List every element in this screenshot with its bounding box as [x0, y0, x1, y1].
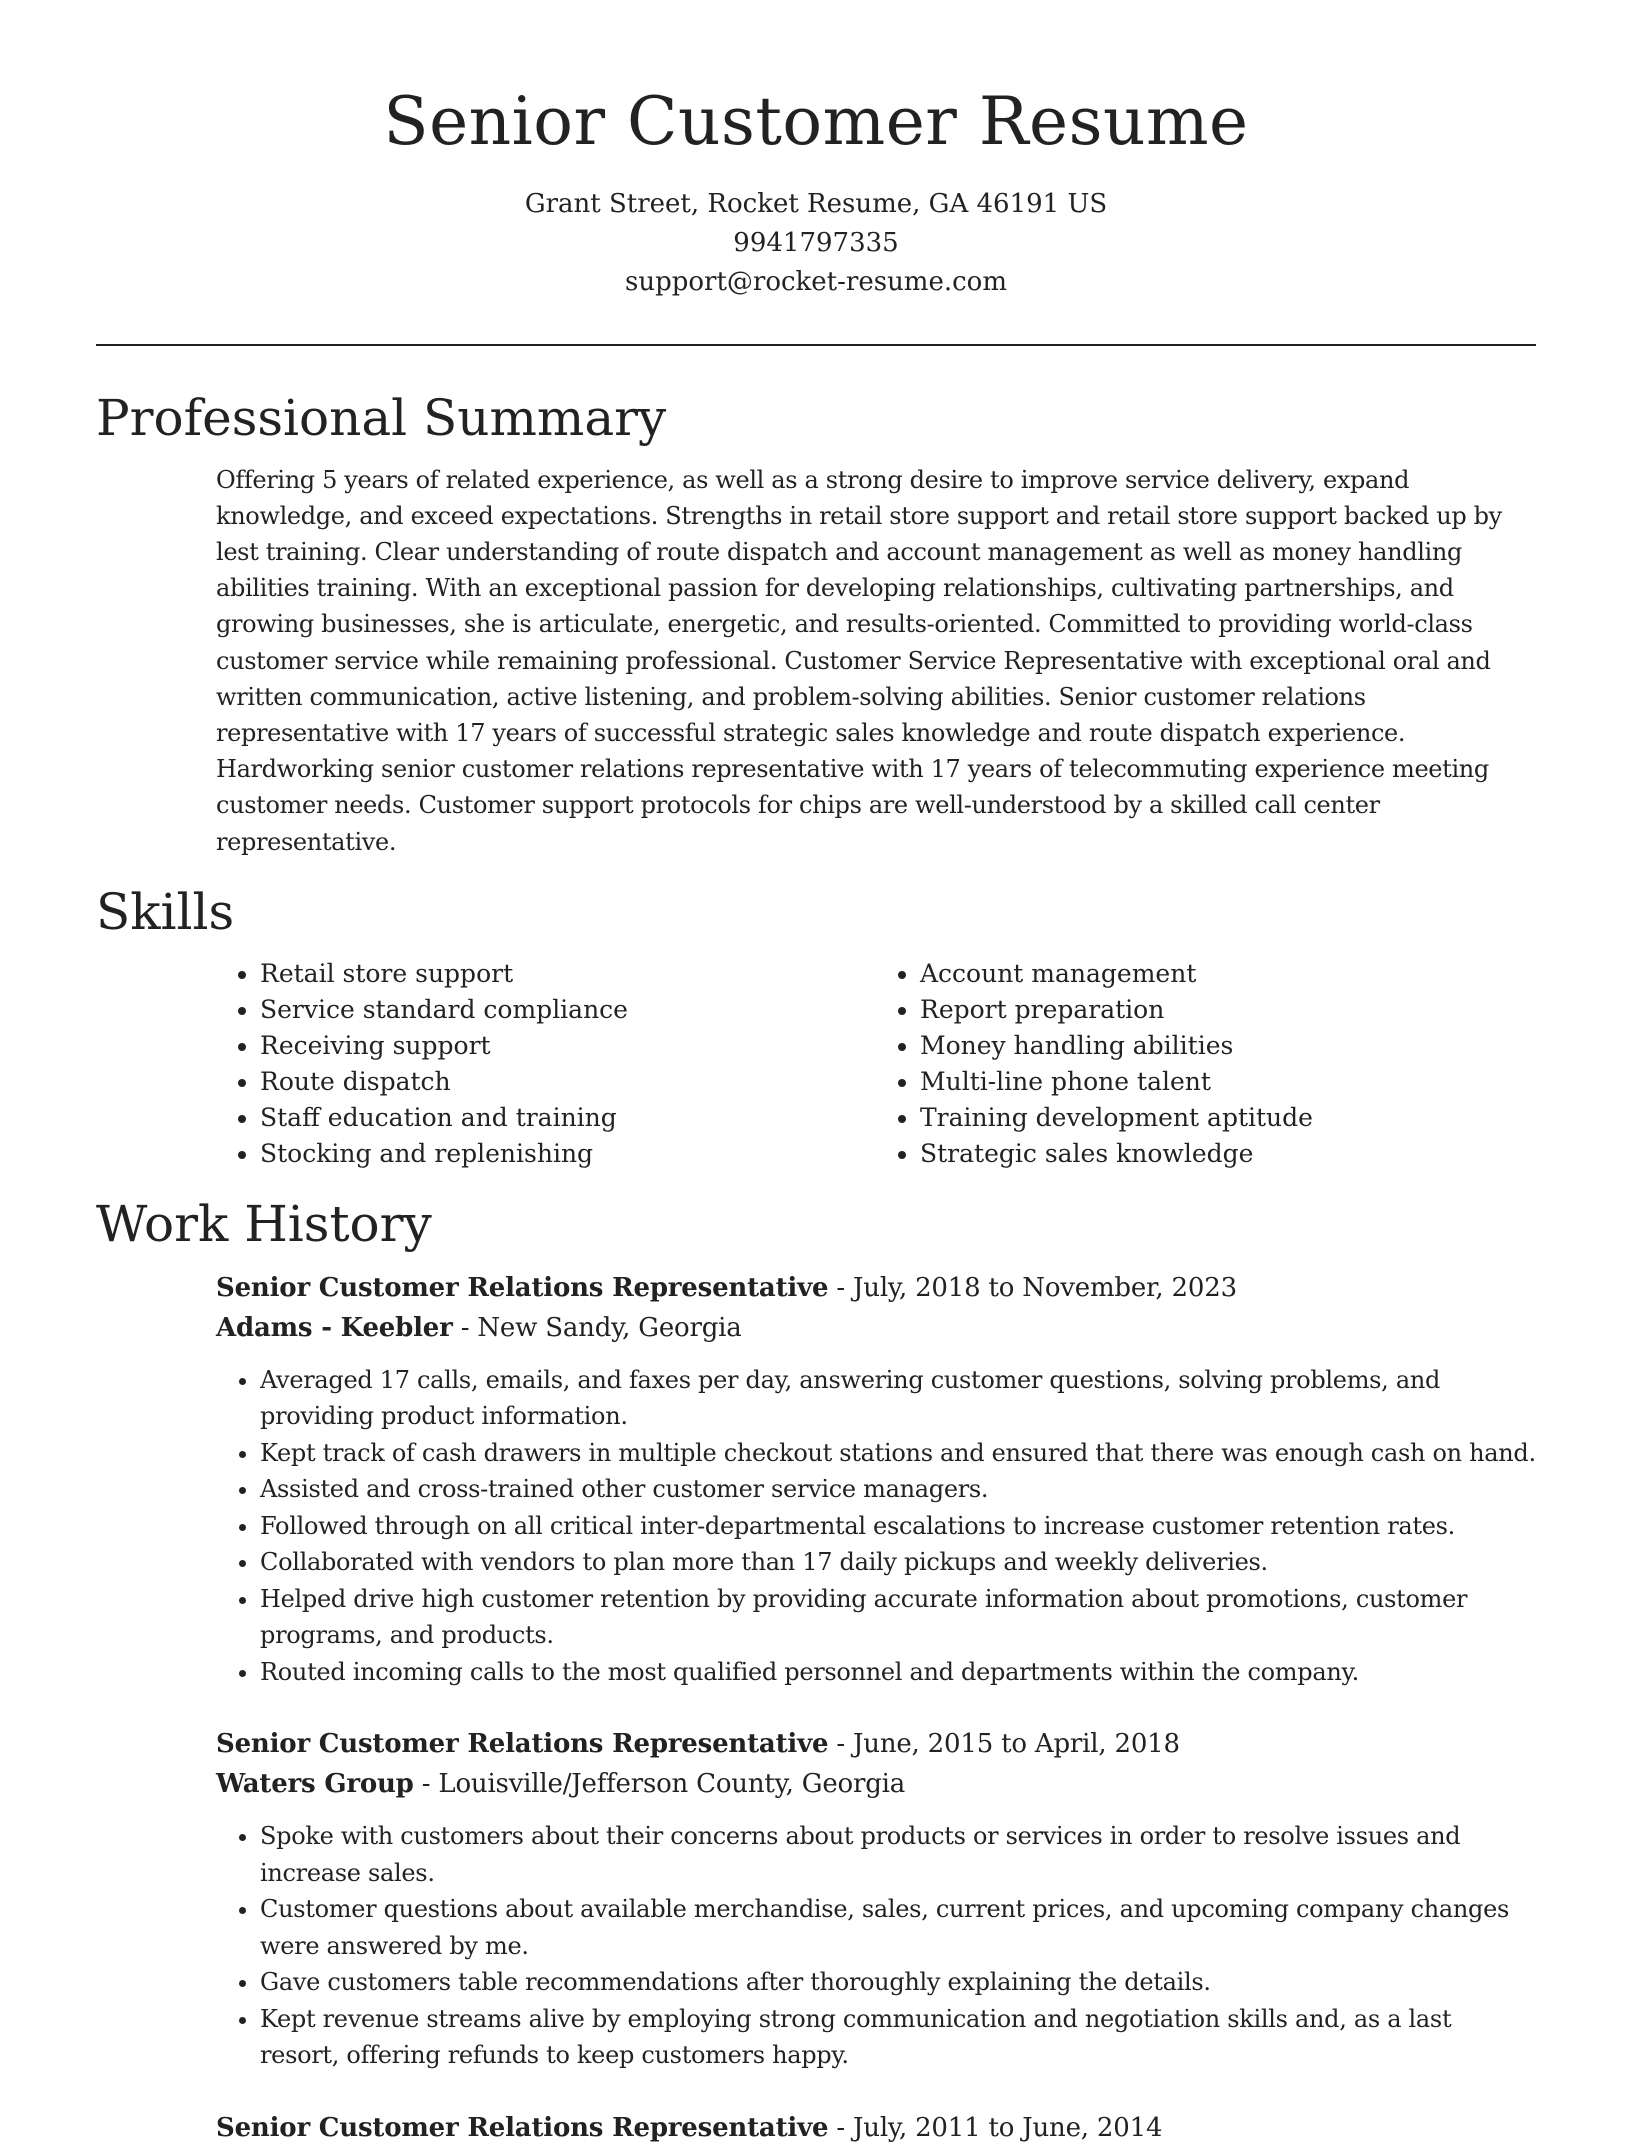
separator: - [828, 2112, 854, 2143]
skill-item: • Report preparation [920, 992, 1536, 1028]
skill-item: • Staff education and training [260, 1100, 876, 1136]
skill-item: • Route dispatch [260, 1064, 876, 1100]
separator: - [413, 1769, 439, 1800]
contact-phone: 9941797335 [733, 227, 899, 258]
skill-item: • Service standard compliance [260, 992, 876, 1028]
duty-item: • Gave customers table recommendations after thoroughly explaining the details. [260, 1964, 1536, 2001]
duty-item: • Collaborated with vendors to plan more than 17 daily pickups and weekly deliveries. [260, 1544, 1536, 1581]
skill-item: • Strategic sales knowledge [920, 1136, 1536, 1172]
duty-item: • Averaged 17 calls, emails, and faxes per day, answering customer questions, solving problems, and providing product information. [260, 1362, 1536, 1435]
job-dates: July, 2018 to November, 2023 [853, 1272, 1237, 1303]
skill-item: • Training development aptitude [920, 1100, 1536, 1136]
skill-item: • Stocking and replenishing [260, 1136, 876, 1172]
skills-heading: Skills [96, 882, 235, 941]
skills-list-right [876, 956, 1536, 1172]
summary-section [96, 388, 1536, 860]
skills-columns [216, 956, 1536, 1172]
resume-title: Senior Customer Resume [383, 83, 1249, 160]
contact-info [96, 185, 1536, 302]
duty-item: • Helped drive high customer retention by providing accurate information about promotions, customer programs, and products. [260, 1581, 1536, 1654]
job-title-line [216, 2108, 1536, 2148]
separator: - [452, 1312, 478, 1343]
duty-item: • Spoke with customers about their concerns about products or services in order to resolve issues and increase sales. [260, 1818, 1536, 1891]
job-title: Senior Customer Relations Representative [216, 1729, 829, 1760]
contact-address: Grant Street, Rocket Resume, GA 46191 US [524, 188, 1108, 219]
job-title: Senior Customer Relations Representative [216, 2112, 829, 2143]
duty-item: • Routed incoming calls to the most qualified personnel and departments within the company. [260, 1654, 1536, 1691]
job-duties [216, 1362, 1536, 1691]
job-title: Senior Customer Relations Representative [216, 1272, 829, 1303]
contact-email: support@rocket-resume.com [624, 266, 1007, 297]
duty-item: • Kept track of cash drawers in multiple checkout stations and ensured that there was enough cash on hand. [260, 1435, 1536, 1472]
skills-list-left [216, 956, 876, 1172]
job-company-line [216, 1764, 1536, 1804]
work-history-heading: Work History [96, 1194, 432, 1253]
summary-text: Offering 5 years of related experience, as well as a strong desire to improve service delivery, expand knowledge, and exceed expectations. Strengths in retail store support and retail store support backed up by lest training. Clear understanding of route dispatch and account management as well as money handling abilities training. With an exceptional passion for developing relationships, cultivating partnerships, and growing businesses, she is articulate, energetic, and results-oriented. Committed to providing world-class customer service while remaining professional. Customer Service Representative with exceptional oral and written communication, active listening, and problem-solving abilities. Senior customer relations representative with 17 years of successful strategic sales knowledge and route dispatch experience. Hardworking senior customer relations representative with 17 years of telecommuting experience meeting customer needs. Customer support protocols for chips are well-understood by a skilled call center representative. [216, 465, 1502, 856]
work-history-section [96, 1194, 1536, 2148]
job-dates: July, 2011 to June, 2014 [853, 2112, 1163, 2143]
job-title-line [216, 1268, 1536, 1308]
summary-heading: Professional Summary [96, 388, 667, 447]
job-entry [216, 1268, 1536, 1691]
job-dates: June, 2015 to April, 2018 [853, 1729, 1180, 1760]
skills-section [96, 882, 1536, 1172]
header-divider [96, 344, 1536, 346]
duty-item: • Kept revenue streams alive by employing strong communication and negotiation skills and, as a last resort, offering refunds to keep customers happy. [260, 2001, 1536, 2074]
skill-item: • Money handling abilities [920, 1028, 1536, 1064]
job-title-line [216, 1724, 1536, 1764]
separator: - [828, 1272, 854, 1303]
job-entry [216, 2108, 1536, 2148]
separator: - [828, 1729, 854, 1760]
skill-item: • Retail store support [260, 956, 876, 992]
resume-header [96, 0, 1536, 302]
job-company: Adams - Keebler [216, 1312, 453, 1343]
job-company-line [216, 1308, 1536, 1348]
skill-item: • Multi-line phone talent [920, 1064, 1536, 1100]
job-location: New Sandy, Georgia [477, 1312, 742, 1343]
job-location: Louisville/Jefferson County, Georgia [438, 1769, 906, 1800]
skill-item: • Receiving support [260, 1028, 876, 1064]
job-duties [216, 1818, 1536, 2074]
job-company: Waters Group [216, 1769, 414, 1800]
duty-item: • Followed through on all critical inter-departmental escalations to increase customer retention rates. [260, 1508, 1536, 1545]
skill-item: • Account management [920, 956, 1536, 992]
duty-item: • Assisted and cross-trained other customer service managers. [260, 1471, 1536, 1508]
duty-item: • Customer questions about available merchandise, sales, current prices, and upcoming company changes were answered by me. [260, 1891, 1536, 1964]
job-entry [216, 1724, 1536, 2074]
